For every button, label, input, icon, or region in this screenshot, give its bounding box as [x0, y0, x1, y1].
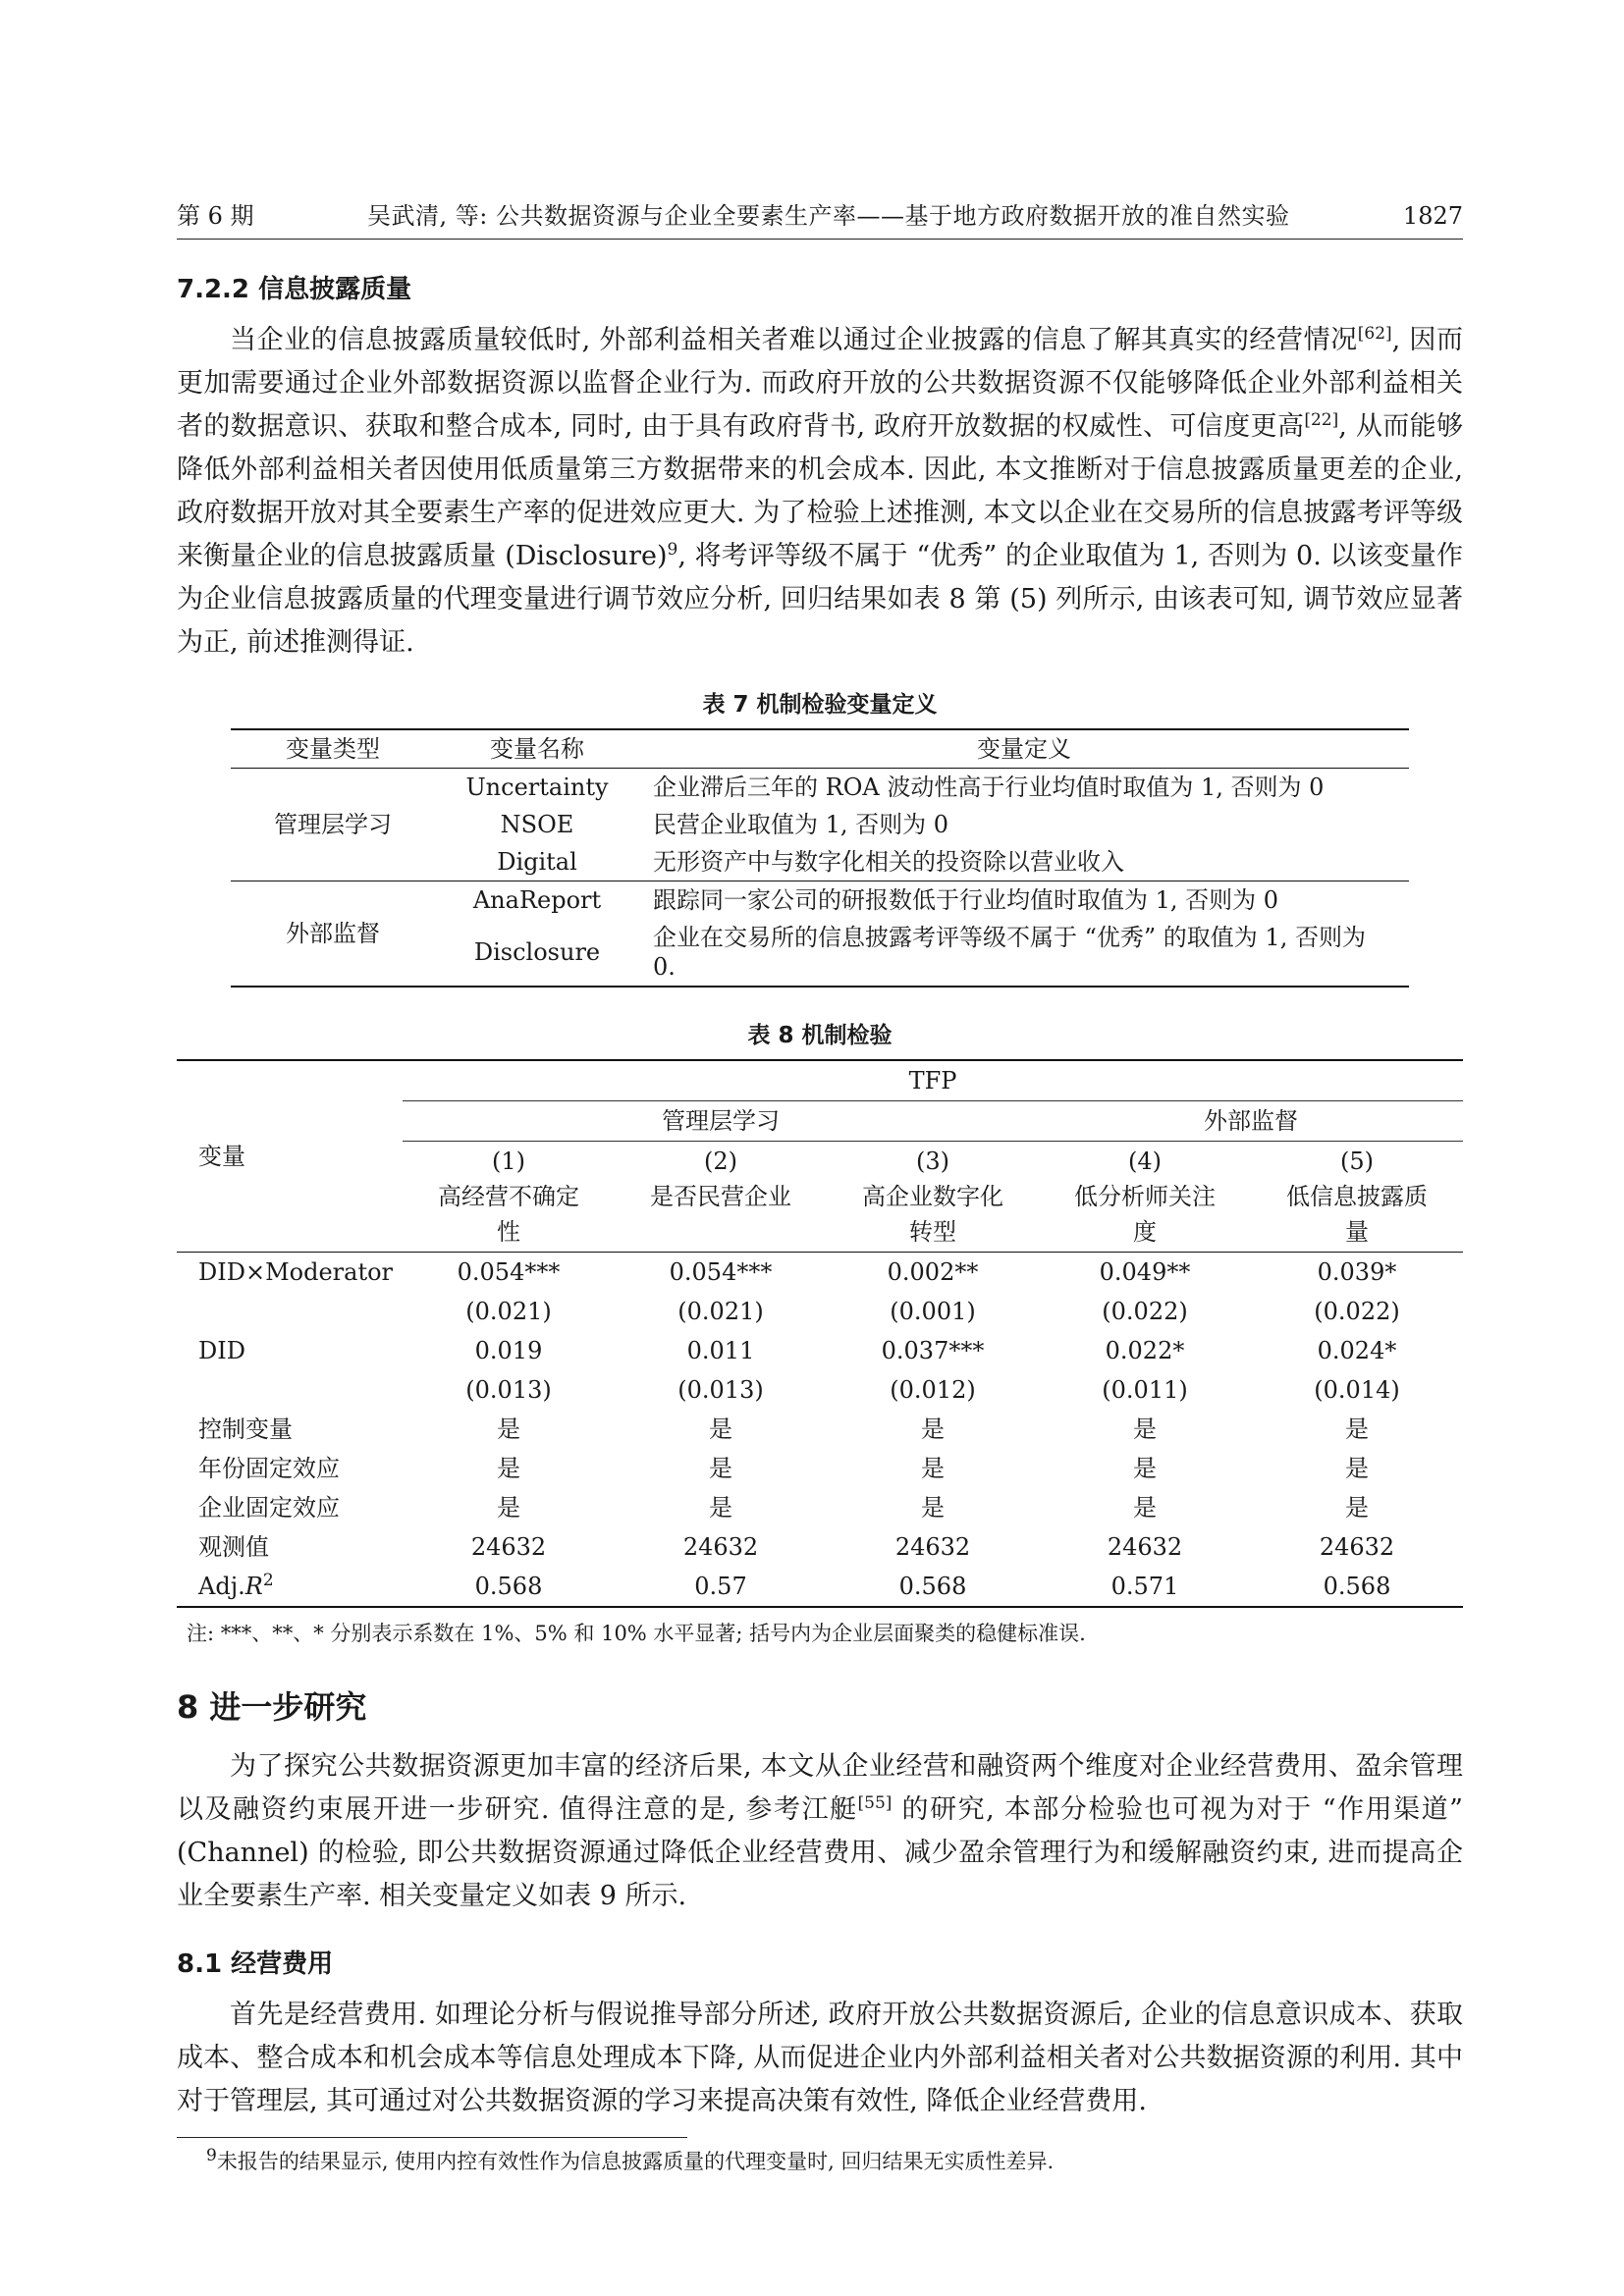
footnote — [177, 2146, 1463, 2175]
table8-cell: 是 — [1133, 1415, 1157, 1443]
paragraph-text: , 因而更加需要通过企业外部数据资源以监督企业行为. 而政府开放的公共数据资源不仅能够降低企业外部利益相关者的数据意识、获取和整合成本, 同时, 由于具有政府背书, 政府开放数据的权威性、可信度更高 — [177, 325, 1463, 442]
table8-row — [177, 1331, 1463, 1370]
table8-body — [177, 1253, 1463, 1568]
table8-group-label: 外部监督 — [1039, 1101, 1463, 1142]
label-var: R — [244, 1573, 263, 1600]
table8-cell: 0.002** — [887, 1258, 979, 1286]
table8-cell: (0.011) — [1102, 1376, 1188, 1404]
table8-row — [177, 1488, 1463, 1527]
paragraph-text: 当企业的信息披露质量较低时, 外部利益相关者难以通过企业披露的信息了解其真实的经营情况 — [230, 325, 1358, 355]
paragraph-text: 的研究, 本部分检验也可视为对于 “作用渠道” (Channel) 的检验, 即公共数据资源通过降低企业经营费用、减少盈余管理行为和缓解融资约束, 进而提高企业全要素生产率. 相关变量定义如表 9 所示. — [177, 1794, 1463, 1911]
col-desc: 高企业数字化 — [862, 1183, 1003, 1210]
section-heading-8: 8 进一步研究 — [177, 1688, 367, 1726]
table8-cell: 24632 — [894, 1533, 971, 1561]
issue-number: 第 6 期 — [177, 202, 254, 230]
col-desc: 性 — [497, 1218, 520, 1246]
table8-cell: 是 — [709, 1455, 732, 1482]
table8-header-row — [177, 1060, 1463, 1101]
table7-var-def: 企业滞后三年的 ROA 波动性高于行业均值时取值为 1, 否则为 0 — [653, 774, 1325, 801]
label-sup: 2 — [262, 1571, 274, 1590]
citation-ref: [62] — [1357, 324, 1392, 344]
row-label — [177, 1567, 403, 1607]
paragraph-text: , 从而能够降低外部利益相关者因使用低质量第三方数据带来的机会成本. 因此, 本文推断对于信息披露质量更差的企业, 政府数据开放对其全要素生产率的促进效应更大. 为了检验上述推测, 本文以企业在交易所的信息披露考评等级来衡量企业的信息披露质量 (Disclosure) — [177, 411, 1463, 571]
table8-cell: (0.012) — [890, 1376, 976, 1404]
label-prefix: Adj. — [198, 1573, 245, 1600]
table8-cell: 0.039* — [1317, 1258, 1397, 1286]
table8-column-head — [403, 1142, 615, 1253]
table7-header: 变量定义 — [977, 735, 1071, 763]
table7-var-def: 无形资产中与数字化相关的投资除以营业收入 — [653, 848, 1124, 876]
table8-cell: 是 — [709, 1494, 732, 1522]
row-label: DID — [198, 1337, 245, 1364]
table7-header: 变量类型 — [286, 735, 380, 763]
row-label: 观测值 — [198, 1533, 269, 1561]
table8-dep-var: TFP — [403, 1060, 1463, 1101]
running-header — [177, 196, 1463, 240]
table8-row — [177, 1253, 1463, 1293]
table8-cell: 0.011 — [686, 1337, 755, 1364]
table7-var-name: Digital — [497, 848, 577, 876]
table8-cell: 是 — [709, 1415, 732, 1443]
running-title: 吴武清, 等: 公共数据资源与企业全要素生产率——基于地方政府数据开放的准自然实验 — [366, 202, 1290, 230]
page-number: 1827 — [1402, 202, 1463, 230]
table7-group-label: 外部监督 — [286, 920, 380, 947]
table8-cell: 0.57 — [694, 1573, 747, 1600]
table8-cell: 0.019 — [474, 1337, 543, 1364]
table8-caption: 表 8 机制检验 — [747, 1023, 893, 1048]
table8-row-adj-r2 — [177, 1567, 1463, 1607]
table7-var-name: Uncertainty — [465, 774, 609, 801]
col-desc: 转型 — [909, 1218, 956, 1246]
table8-row — [177, 1449, 1463, 1488]
table8-column-head — [1039, 1142, 1251, 1253]
table7-header-row — [231, 729, 1409, 769]
table7-variable-definitions — [231, 728, 1409, 988]
table8-cell: 0.024* — [1317, 1337, 1397, 1364]
col-desc: 是否民营企业 — [650, 1183, 791, 1210]
table8-cell: (0.001) — [890, 1298, 976, 1325]
table8-cell: 是 — [497, 1455, 520, 1482]
table8-cell: 24632 — [1107, 1533, 1183, 1561]
table7-var-name: Disclosure — [473, 938, 601, 966]
table7-row — [231, 769, 1409, 807]
table8-cell: 0.568 — [1323, 1573, 1391, 1600]
table8-mechanism-test — [177, 1059, 1463, 1608]
col-desc: 低分析师关注 — [1074, 1183, 1216, 1210]
table8-cell: (0.014) — [1314, 1376, 1400, 1404]
col-desc: 度 — [1133, 1218, 1157, 1246]
paragraph-text: 为了探究公共数据资源更加丰富的经济后果, 本文从企业经营和融资两个维度对企业经营费用、盈余管理以及融资约束展开进一步研究. 值得注意的是, 参考江艇 — [177, 1751, 1463, 1825]
footnote-ref: 9 — [667, 540, 678, 560]
table8-cell: 是 — [1133, 1455, 1157, 1482]
table8-note: 注: ***、**、* 分别表示系数在 1%、5% 和 10% 水平显著; 括号内为企业层面聚类的稳健标准误. — [187, 1622, 1086, 1645]
table7-var-def: 企业在交易所的信息披露考评等级不属于 “优秀” 的取值为 1, 否则为 0. — [653, 924, 1366, 981]
table8-group-label: 管理层学习 — [403, 1101, 1039, 1142]
table8-cell: 24632 — [682, 1533, 759, 1561]
footnote-divider — [177, 2137, 687, 2138]
table8-cell: 0.022* — [1105, 1337, 1185, 1364]
table7-caption: 表 7 机制检验变量定义 — [702, 692, 938, 718]
page — [177, 196, 1463, 2175]
row-label: DID×Moderator — [198, 1258, 394, 1286]
table8-cell: (0.021) — [465, 1298, 552, 1325]
footnote-text: 未报告的结果显示, 使用内控有效性作为信息披露质量的代理变量时, 回归结果无实质性差异. — [216, 2150, 1055, 2173]
table8-cell: 是 — [1345, 1455, 1369, 1482]
table8-cell: (0.022) — [1102, 1298, 1188, 1325]
table7-group-label: 管理层学习 — [274, 811, 392, 838]
section-heading-7-2-2: 7.2.2 信息披露质量 — [177, 275, 412, 304]
table8-cell: 是 — [497, 1494, 520, 1522]
table8-cell: 24632 — [1319, 1533, 1395, 1561]
col-number: (1) — [492, 1148, 525, 1175]
table8-cell: (0.022) — [1314, 1298, 1400, 1325]
col-desc: 量 — [1345, 1218, 1369, 1246]
table8-column-head — [1251, 1142, 1463, 1253]
table8-cell: 0.054*** — [669, 1258, 773, 1286]
table7-var-name: AnaReport — [472, 886, 602, 914]
table8-cell: 是 — [1345, 1494, 1369, 1522]
table8-cell: 0.037*** — [881, 1337, 985, 1364]
table8-cell: 是 — [1133, 1494, 1157, 1522]
table8-cell: 是 — [1345, 1415, 1369, 1443]
table8-cell: 是 — [921, 1494, 945, 1522]
table8-cell: 0.571 — [1110, 1573, 1179, 1600]
table8-row — [177, 1527, 1463, 1567]
table8-row — [177, 1370, 1463, 1410]
table8-row — [177, 1410, 1463, 1449]
table8-cell: 24632 — [470, 1533, 547, 1561]
table8-cell: (0.013) — [465, 1376, 552, 1404]
col-number: (3) — [916, 1148, 949, 1175]
row-label: 企业固定效应 — [198, 1494, 340, 1522]
section-heading-8-1: 8.1 经营费用 — [177, 1949, 334, 1979]
table7-var-name: NSOE — [500, 811, 574, 838]
col-number: (4) — [1128, 1148, 1162, 1175]
row-label: 年份固定效应 — [198, 1455, 340, 1482]
table8-var-header: 变量 — [177, 1060, 403, 1253]
row-label: 控制变量 — [198, 1415, 293, 1443]
citation-ref: [55] — [857, 1793, 893, 1813]
table8-cell: 0.568 — [474, 1573, 543, 1600]
table8-cell: 是 — [921, 1415, 945, 1443]
table8-column-head — [827, 1142, 1039, 1253]
col-desc: 高经营不确定 — [438, 1183, 579, 1210]
table8-cell: 是 — [497, 1415, 520, 1443]
table7-row — [231, 881, 1409, 920]
footnote-mark: 9 — [206, 2146, 217, 2165]
table8-cell: (0.021) — [677, 1298, 764, 1325]
row-label — [177, 1370, 403, 1410]
paragraph-disclosure-quality — [177, 319, 1463, 665]
citation-ref: [22] — [1304, 410, 1339, 430]
table8-cell: 0.054*** — [457, 1258, 561, 1286]
table7-header: 变量名称 — [490, 735, 584, 763]
col-number: (5) — [1340, 1148, 1374, 1175]
row-label — [177, 1292, 403, 1331]
table8-column-head — [615, 1142, 827, 1253]
paragraph-further-research — [177, 1745, 1463, 1918]
table7-var-def: 跟踪同一家公司的研报数低于行业均值时取值为 1, 否则为 0 — [653, 886, 1279, 914]
table8-cell: 0.568 — [898, 1573, 967, 1600]
col-number: (2) — [704, 1148, 737, 1175]
table8-cell: 0.049** — [1099, 1258, 1191, 1286]
paragraph-text: , 将考评等级不属于 “优秀” 的企业取值为 1, 否则为 0. 以该变量作为企业信息披露质量的代理变量进行调节效应分析, 回归结果如表 8 第 (5) 列所示, 由该表可知, 调节效应显著为正, 前述推测得证. — [177, 541, 1463, 658]
paragraph-operating-costs: 首先是经营费用. 如理论分析与假说推导部分所述, 政府开放公共数据资源后, 企业的信息意识成本、获取成本、整合成本和机会成本等信息处理成本下降, 从而促进企业内外部利益相关者对公共数据资源的利用. 其中对于管理层, 其可通过对公共数据资源的学习来提高决策有效性, 降低企业经营费用. — [177, 2000, 1463, 2116]
table7-var-def: 民营企业取值为 1, 否则为 0 — [653, 811, 949, 838]
table8-cell: 是 — [921, 1455, 945, 1482]
table8-cell: (0.013) — [677, 1376, 764, 1404]
table8-row — [177, 1292, 1463, 1331]
col-desc: 低信息披露质 — [1286, 1183, 1428, 1210]
